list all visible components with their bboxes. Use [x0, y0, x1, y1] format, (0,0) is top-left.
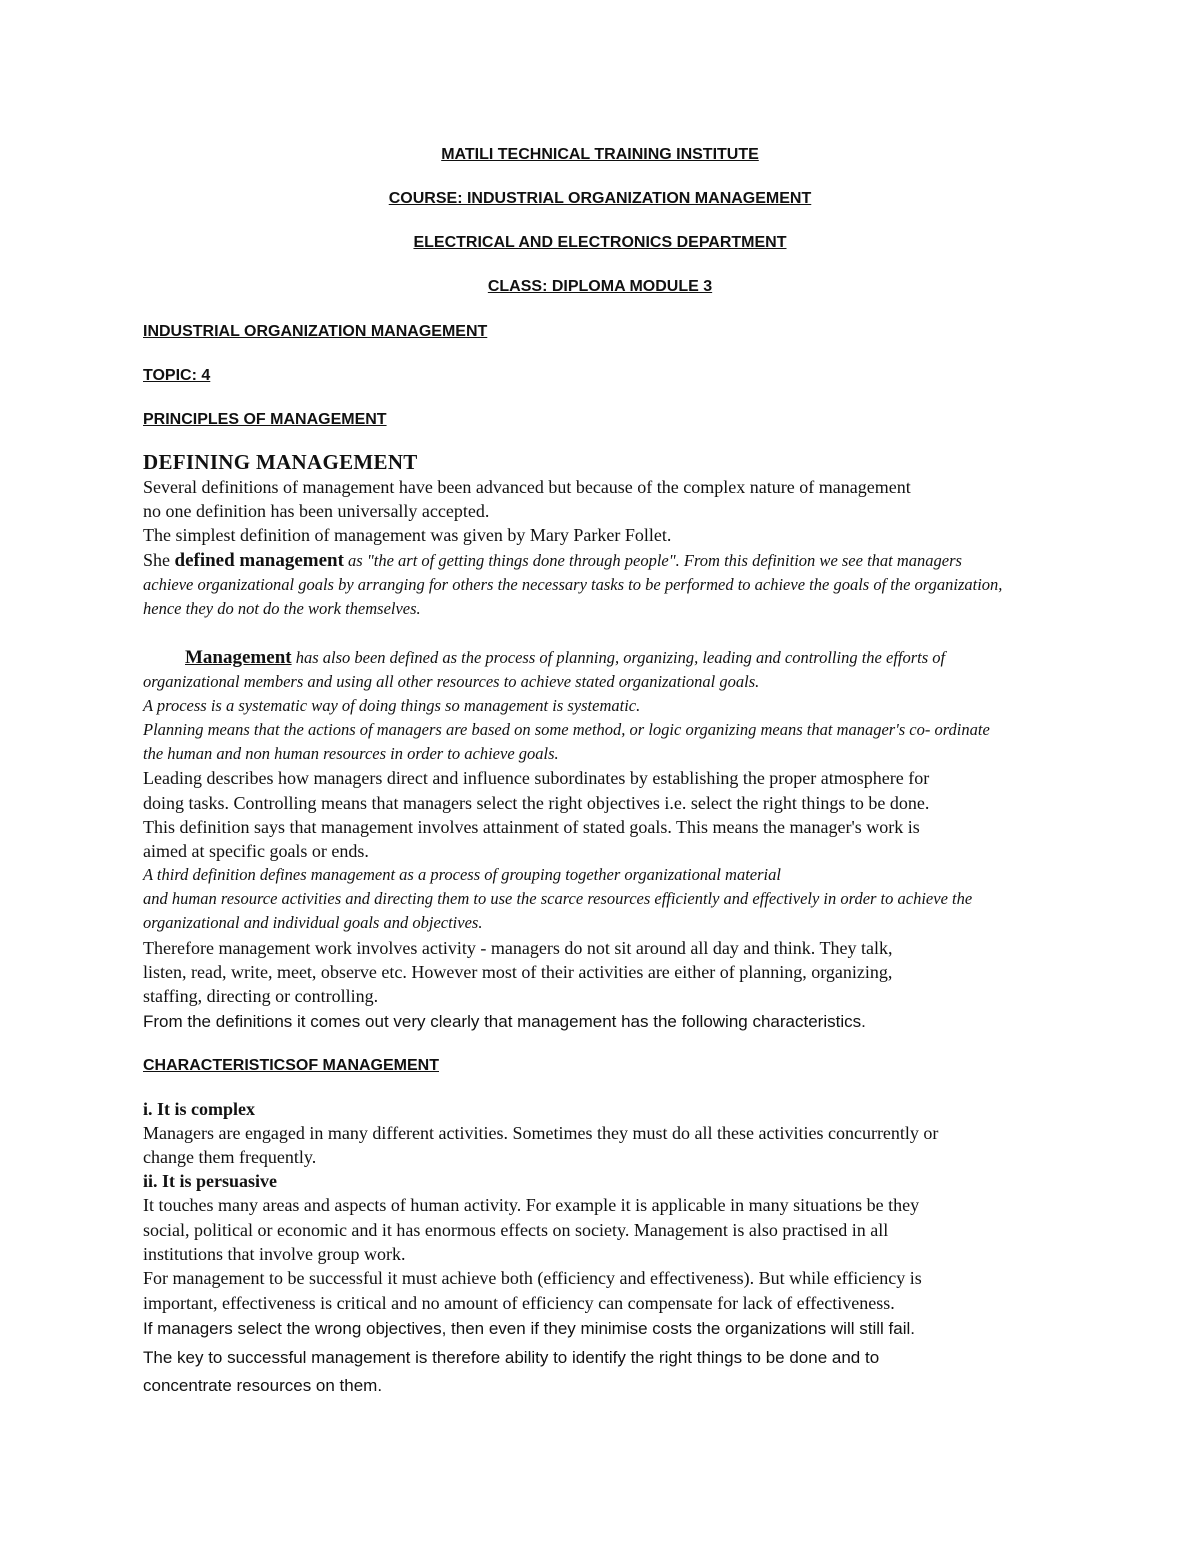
paragraph-line: organizational and individual goals and objectives. — [143, 913, 483, 932]
paragraph-line: achieve organizational goals by arranging for others the necessary tasks to be performed to achieve the goals of the organization, — [143, 575, 1003, 594]
paragraph-line: staffing, directing or controlling. — [143, 986, 379, 1006]
defining-management-title: DEFINING MANAGEMENT — [143, 450, 418, 474]
paragraph-line: institutions that involve group work. — [143, 1244, 406, 1264]
characteristics-heading: CHARACTERISTICSOF MANAGEMENT — [143, 1057, 439, 1074]
paragraph-line: concentrate resources on them. — [143, 1376, 383, 1395]
paragraph-line: important, effectiveness is critical and no amount of efficiency can compensate for lack of effectiveness. — [143, 1293, 895, 1313]
paragraph-line: The key to successful management is therefore ability to identify the right things to be done and to — [143, 1348, 880, 1367]
defined-management-bold: defined management — [174, 550, 344, 571]
paragraph-line: social, political or economic and it has enormous effects on society. Management is also practised in all — [143, 1220, 889, 1240]
paragraph-line: Managers are engaged in many different activities. Sometimes they must do all these activities concurrently or — [143, 1123, 939, 1143]
paragraph-line — [143, 549, 962, 572]
paragraph-line: organizational members and using all other resources to achieve stated organizational goals. — [143, 672, 760, 691]
management-term: Management — [185, 647, 292, 668]
paragraph-line: hence they do not do the work themselves. — [143, 599, 421, 618]
paragraph-line: A process is a systematic way of doing things so management is systematic. — [143, 696, 641, 715]
paragraph-line: Leading describes how managers direct and influence subordinates by establishing the proper atmosphere for — [143, 768, 930, 788]
paragraph-line: Therefore management work involves activity - managers do not sit around all day and think. They talk, — [143, 938, 893, 958]
paragraph-line: listen, read, write, meet, observe etc. However most of their activities are either of planning, organizing, — [143, 962, 893, 982]
subject-heading: INDUSTRIAL ORGANIZATION MANAGEMENT — [143, 323, 488, 340]
department-heading: ELECTRICAL AND ELECTRONICS DEPARTMENT — [413, 234, 787, 251]
topic-heading: TOPIC: 4 — [143, 367, 211, 384]
paragraph-line — [185, 646, 945, 669]
paragraph-line: This definition says that management involves attainment of stated goals. This means the manager's work is — [143, 817, 920, 837]
paragraph-line: If managers select the wrong objectives, then even if they minimise costs the organizations will still fail. — [143, 1319, 915, 1338]
paragraph-line: Planning means that the actions of managers are based on some method, or logic organizing means that manager's co- ordinate — [143, 720, 990, 739]
management-definition: has also been defined as the process of planning, organizing, leading and controlling the efforts of — [291, 648, 946, 667]
definition-quote: as "the art of getting things done through people". From this definition we see that managers — [343, 551, 962, 570]
paragraph-line: doing tasks. Controlling means that managers select the right objectives i.e. select the right things to be done. — [143, 793, 930, 813]
paragraph-line: From the definitions it comes out very clearly that management has the following characteristics. — [143, 1012, 866, 1031]
paragraph-line: It touches many areas and aspects of human activity. For example it is applicable in many situations be they — [143, 1195, 920, 1215]
class-heading: CLASS: DIPLOMA MODULE 3 — [487, 278, 713, 295]
paragraph-line: change them frequently. — [143, 1147, 317, 1167]
paragraph-line: Several definitions of management have been advanced but because of the complex nature of management — [143, 477, 911, 497]
paragraph-line: For management to be successful it must achieve both (efficiency and effectiveness). But while efficiency is — [143, 1268, 922, 1288]
institute-heading: MATILI TECHNICAL TRAINING INSTITUTE — [441, 146, 759, 163]
course-heading: COURSE: INDUSTRIAL ORGANIZATION MANAGEMENT — [388, 190, 812, 207]
paragraph-line: aimed at specific goals or ends. — [143, 841, 369, 861]
paragraph-line: The simplest definition of management was given by Mary Parker Follet. — [143, 525, 672, 545]
paragraph-line: the human and non human resources in order to achieve goals. — [143, 744, 559, 763]
characteristic-title: ii. It is persuasive — [143, 1171, 278, 1191]
topic-title-heading: PRINCIPLES OF MANAGEMENT — [143, 411, 387, 428]
paragraph-line: and human resource activities and directing them to use the scarce resources efficiently and effectively in order to achieve the — [143, 889, 973, 908]
characteristic-title: i. It is complex — [143, 1099, 255, 1119]
paragraph-line: A third definition defines management as a process of grouping together organizational material — [143, 865, 781, 884]
text-she: She — [143, 550, 175, 570]
paragraph-line: no one definition has been universally accepted. — [143, 501, 490, 521]
